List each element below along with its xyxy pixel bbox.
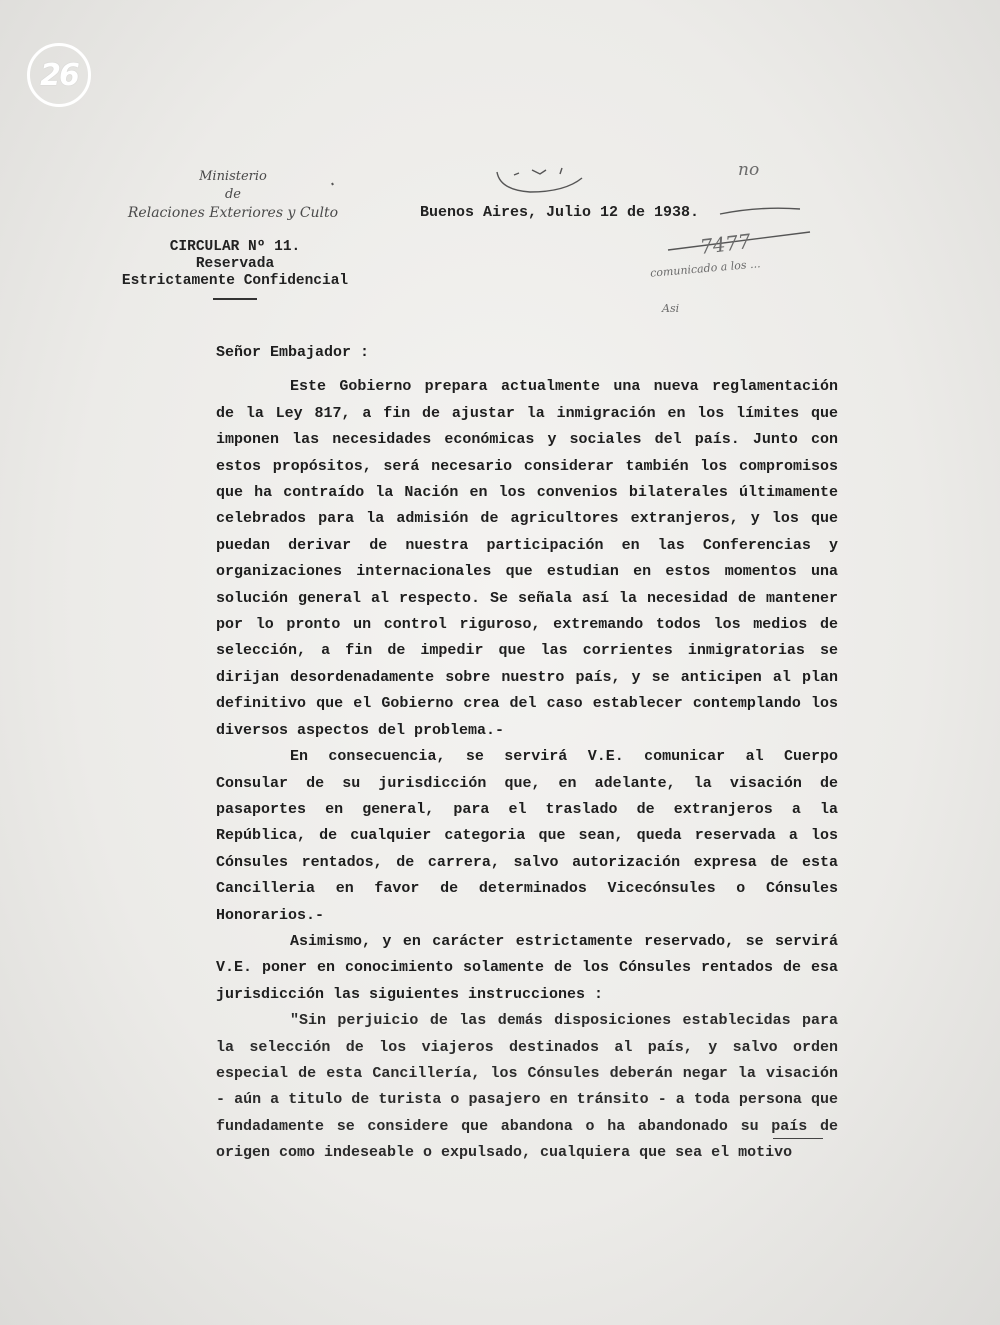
scribble-dot-3 xyxy=(560,168,562,174)
letter-body xyxy=(216,340,838,1167)
scribble-top-center xyxy=(497,172,582,192)
paragraph-4: "Sin perjuicio de las demás disposiciones establecidas para la selección de los viajeros destinados al país, y salvo orden especial de esta Cancillería, los Cónsules deberán negar la visación - aún a titulo de turista o pasajero en tránsito - a toda persona que fundadamente se considere que abandona o ha abandonado su país de origen como indeseable o expulsado, cualquiera que sea el motivo xyxy=(216,1012,838,1162)
page-end-rule xyxy=(773,1138,823,1139)
reservada-label: Reservada xyxy=(195,256,275,272)
ministry-line-1: Ministerio xyxy=(199,169,267,184)
circular-number: CIRCULAR Nº 11. xyxy=(169,239,301,255)
confidential-label: Estrictamente Confidencial xyxy=(121,273,349,289)
ministry-line-2: de xyxy=(224,187,241,202)
dot-mark xyxy=(332,183,333,185)
handwritten-number: 7477 xyxy=(698,228,753,260)
dateline: Buenos Aires, Julio 12 de 1938. xyxy=(420,204,700,221)
scribble-dot-1 xyxy=(514,173,519,175)
handwritten-top-right: no xyxy=(738,160,760,180)
ministry-line-3: Relaciones Exteriores y Culto xyxy=(127,205,339,221)
scribble-dot-2 xyxy=(532,170,546,174)
salutation: Señor Embajador : xyxy=(216,344,370,361)
logo-text: 26 xyxy=(40,57,78,93)
handwritten-note-2: Asi xyxy=(662,302,680,315)
strike-mark xyxy=(720,208,800,214)
handwritten-marks xyxy=(0,0,1000,340)
paragraph-3: Asimismo, y en carácter estrictamente reservado, se servirá V.E. poner en conocimiento solamente de los Cónsules rentados de esa jurisdicción las siguientes instrucciones : xyxy=(216,932,838,1003)
handwritten-note-1: comunicado a los ... xyxy=(649,257,761,280)
paragraph-1: Este Gobierno prepara actualmente una nueva reglamentación de la Ley 817, a fin de ajustar la inmigración en los límites que imponen las necesidades económicas y sociales del país. Junto con estos propósitos, será necesario considerar también los compromisos que ha contraído la Nación en los convenios bilaterales últimamente celebrados para la admisión de agricultores extranjeros, y los que puedan derivar de nuestra participación en las Conferencias y organizaciones internacionales que estudian en estos momentos una solución general al respecto. Se señala así la necesidad de mantener por lo pronto un control riguroso, extremando todos los medios de selección, a fin de impedir que las corrientes inmigratorias se dirijan desordenadamente sobre nuestro país, y se anticipen al plan definitivo que el Gobierno crea del caso establecer contemplando los diversos aspectos del problema.- xyxy=(216,378,838,739)
paragraph-2: En consecuencia, se servirá V.E. comunicar al Cuerpo Consular de su jurisdicción que, en adelante, la visación de pasaportes en general, para el traslado de extranjeros a la República, de cualquier categoria que sean, queda reservada a los Cónsules rentados, de carrera, salvo autorización expresa de esta Cancilleria en favor de determinados Vicecónsules o Cónsules Honorarios.- xyxy=(216,748,838,924)
